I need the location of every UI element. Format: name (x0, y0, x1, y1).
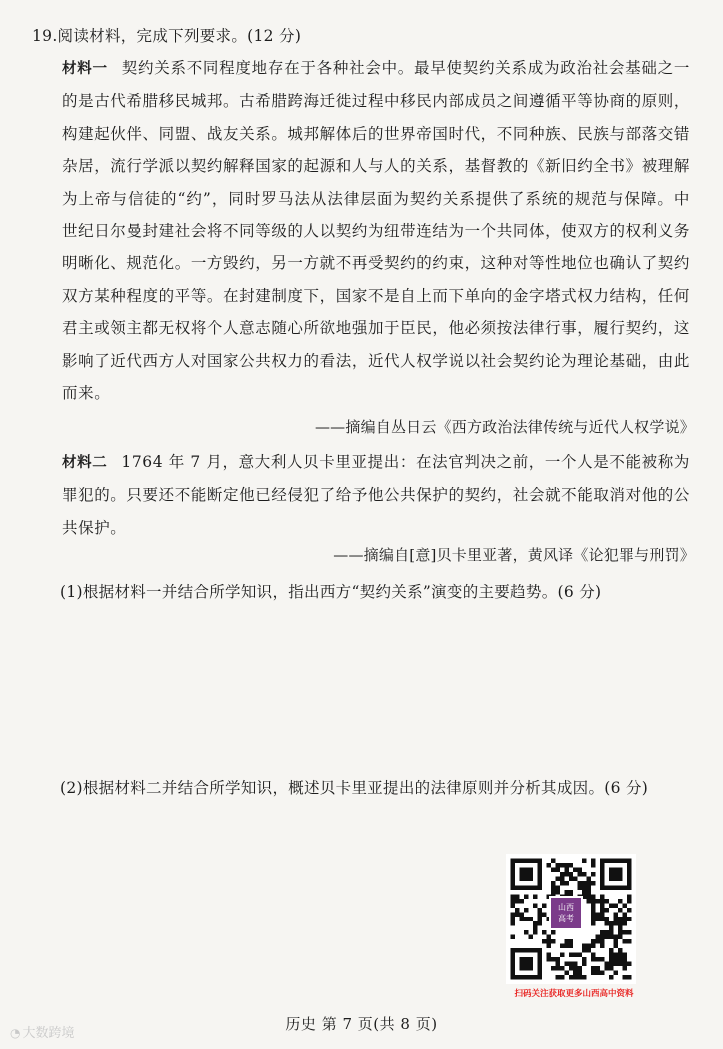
material-one-label: 材料一 (62, 61, 108, 77)
question-heading: 19.阅读材料，完成下列要求。(12 分) (32, 27, 302, 45)
material-one-text: 契约关系不同程度地存在于各种社会中。最早使契约关系成为政治社会基础之一的是古代希腊移民城邦。古希腊跨海迁徙过程中移民内部成员之间遵循平等协商的原则，构建起伙伴、同盟、战友关系。城邦解体后的世界帝国时代，不同种族、民族与部落交错杂居，流行学派以契约解释国家的起源和人与人的关系，基督教的《新旧约全书》被理解为上帝与信徒的“约”，同时罗马法从法律层面为契约关系提供了系统的规范与保障。中世纪日尔曼封建社会将不同等级的人以契约为纽带连结为一个共同体，使双方的权利义务明晰化、规范化。一方毁约，另一方就不再受契约的约束，这种对等性地位也确认了契约双方某种程度的平等。在封建制度下，国家不是自上而下单向的金字塔式权力结构，任何君主或领主都无权将个人意志随心所欲地强加于臣民，他必须按法律行事，履行契约，这影响了近代西方人对国家公共权力的看法，近代人权学说以社会契约论为理论基础，由此而来。 (62, 59, 690, 403)
qr-logo-line-1: 山西 (558, 903, 574, 912)
qr-caption: 扫码关注获取更多山西高中资料 (514, 989, 634, 999)
material-one (62, 52, 690, 409)
material-one-source: ——摘编自丛日云《西方政治法律传统与近代人权学说》 (314, 418, 695, 436)
qr-center-logo (549, 896, 583, 930)
material-two-source: ——摘编自[意]贝卡里亚著，黄风译《论犯罪与刑罚》 (333, 546, 695, 564)
material-two (62, 446, 690, 544)
watermark-logo-icon: ◔ (10, 1026, 21, 1040)
watermark (10, 1022, 75, 1041)
sub-question-1: (1)根据材料一并结合所学知识，指出西方“契约关系”演变的主要趋势。(6 分) (60, 583, 602, 601)
qr-logo-line-2: 高考 (558, 914, 574, 923)
material-two-text: 1764 年 7 月，意大利人贝卡里亚提出：在法官判决之前，一个人是不能被称为罪犯的。只要还不能断定他已经侵犯了给予他公共保护的契约，社会就不能取消对他的公共保护。 (62, 453, 690, 537)
sub-question-2: (2)根据材料二并结合所学知识，概述贝卡里亚提出的法律原则并分析其成因。(6 分) (60, 779, 649, 797)
qr-code-block[interactable] (500, 850, 650, 1000)
page-footer: 历史 第 7 页(共 8 页) (285, 1015, 438, 1033)
material-two-label: 材料二 (62, 455, 108, 471)
watermark-text: 大数跨境 (22, 1026, 75, 1041)
